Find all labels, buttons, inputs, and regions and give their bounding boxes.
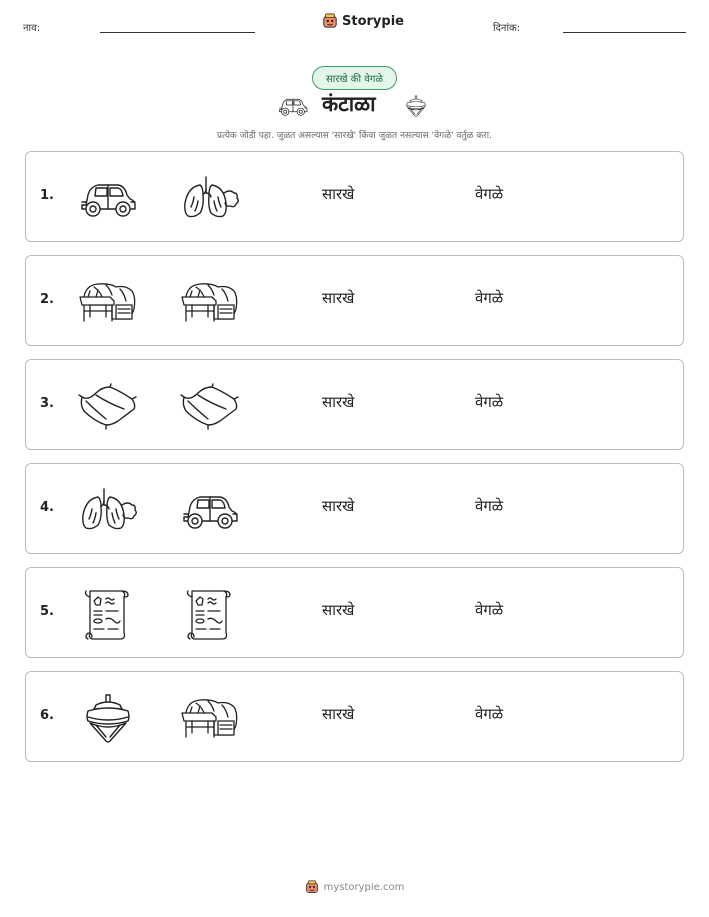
question-number: 4. [40,500,54,515]
question-row [25,151,684,242]
scroll-icon [178,587,242,641]
question-number: 1. [40,188,54,203]
footer-site[interactable]: mystorypie.com [323,881,405,893]
pillow-icon [178,379,242,433]
lungs-icon [76,483,140,537]
different-option[interactable]: वेगळे [475,185,504,203]
car-icon [76,171,140,225]
category-badge: सारखे की वेगळे [312,66,397,90]
question-number: 2. [40,292,54,307]
spinning-top-icon [76,691,140,745]
question-row [25,255,684,346]
different-option[interactable]: वेगळे [475,393,504,411]
date-line[interactable] [563,32,686,33]
car-icon [276,92,310,120]
page-title: कंटाळा [322,92,376,116]
name-label: नाव: [23,23,41,34]
question-row [25,671,684,762]
question-number: 6. [40,708,54,723]
different-option[interactable]: वेगळे [475,705,504,723]
same-option[interactable]: सारखे [322,705,355,723]
scroll-icon [76,587,140,641]
same-option[interactable]: सारखे [322,185,355,203]
different-option[interactable]: वेगळे [475,497,504,515]
footer [0,880,709,894]
same-option[interactable]: सारखे [322,393,355,411]
pillow-icon [76,379,140,433]
same-option[interactable]: सारखे [322,601,355,619]
title-row [0,90,709,122]
storypie-mascot-icon [322,13,338,29]
spinning-top-icon [402,92,430,120]
covered-furniture-icon [178,691,242,745]
brand-logo [322,13,404,29]
different-option[interactable]: वेगळे [475,601,504,619]
question-row [25,567,684,658]
question-number: 3. [40,396,54,411]
covered-furniture-icon [178,275,242,329]
instructions: प्रत्येक जोडी पहा. जुळत असल्यास 'सारखे' किंवा जुळत नसल्यास 'वेगळे' वर्तुळ करा. [216,131,492,141]
question-row [25,463,684,554]
storypie-mascot-icon [305,880,319,894]
same-option[interactable]: सारखे [322,497,355,515]
different-option[interactable]: वेगळे [475,289,504,307]
same-option[interactable]: सारखे [322,289,355,307]
lungs-icon [178,171,242,225]
question-number: 5. [40,604,54,619]
name-line[interactable] [100,32,255,33]
date-label: दिनांक: [493,23,521,34]
question-row [25,359,684,450]
car-icon [178,483,242,537]
covered-furniture-icon [76,275,140,329]
brand-name: Storypie [342,13,404,29]
